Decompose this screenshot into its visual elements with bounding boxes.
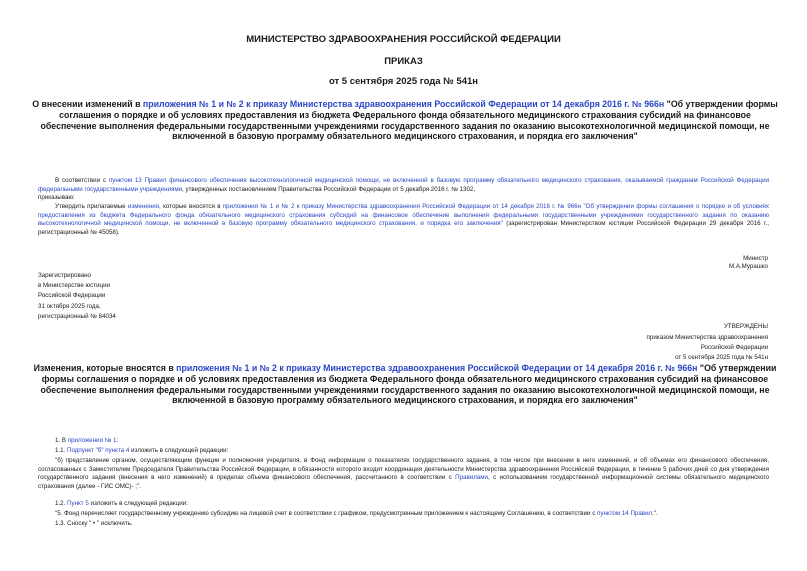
item-1-text: 1. В: [55, 437, 68, 444]
order-word: приказываю:: [38, 194, 75, 201]
approved-line: от 5 сентября 2025 года № 541н: [675, 354, 768, 361]
approved-line: Российской Федерации: [700, 344, 768, 351]
order-title: [30, 99, 780, 142]
item-1: [55, 437, 118, 446]
order-title-rest: "Об утверждении формы соглашения о порядке и об условиях предоставления из бюджета Федерального фонда обязательного медицинского страхования субсидий на финансовое обеспечение выполнения федеральными государственными учреждениями государственного задания по оказанию высокотехнологичной медицинской помощи, не включенной в базовую программу обязательного медицинского страхования, и порядка его заключения": [40, 99, 778, 142]
signature-position: Министр: [743, 255, 768, 262]
doc-date-number: от 5 сентября 2025 года № 541н: [328, 76, 479, 87]
approve-text-2: , которые вносятся в: [159, 203, 223, 210]
quote-b-rules-link[interactable]: Правилами: [455, 474, 488, 481]
item-1-2: [55, 500, 188, 509]
quote-5-text-2: .".: [652, 510, 658, 517]
quote-b-paragraph: [38, 457, 769, 491]
ministry-name: МИНИСТЕРСТВО ЗДРАВООХРАНЕНИЯ РОССИЙСКОЙ ФЕДЕРАЦИИ: [246, 34, 561, 45]
preamble-text-1: В соответствии с: [55, 177, 109, 184]
doc-type: ПРИКАЗ: [384, 56, 423, 67]
item-1-1: [55, 447, 228, 456]
quote-5-text-1: "5. Фонд перечисляет государственному учреждению субсидию на лицевой счет в соответствии с графиком, предусмотренным приложением к настоящему Соглашению, в соответствии с: [55, 510, 598, 517]
order-title-lead: О внесении изменений в: [32, 99, 143, 109]
changes-title-rest: "Об утверждении формы соглашения о порядке и об условиях предоставления из бюджета Федерального фонда обязательного медицинского страхования субсидий на финансовое обеспечение выполнения федеральными государственными учреждениями государственного задания по оказанию высокотехнологичной медицинской помощи, не включенной в базовую программу обязательного медицинского страхования, и порядка его заключения": [40, 363, 777, 406]
preamble-rules-link[interactable]: пунктом 13 Правил финансового обеспечения высокотехнологичной медицинской помощи, не включенной в базовую программу обязательного медицинского страхования, оказываемой гражданам Российской Федерации федеральными государственными учреждениями: [38, 177, 770, 193]
registration-line: 31 октября 2025 года,: [38, 303, 101, 310]
item-1-2-link[interactable]: Пункт 5: [67, 500, 89, 507]
item-1-1-num: 1.1.: [55, 447, 68, 454]
preamble-paragraph: [38, 177, 769, 194]
item-1-1-text: изложить в следующей редакции:: [129, 447, 229, 454]
preamble-text-2: , утвержденных постановлением Правительства Российской Федерации от 5 декабря 2016 г. № 1302,: [182, 185, 476, 193]
item-1-2-num: 1.2.: [55, 500, 68, 507]
registration-line: Российской Федерации: [38, 292, 106, 299]
quote-5-rules-link[interactable]: пунктом 14 Правил: [597, 510, 653, 517]
changes-title-link[interactable]: приложения № 1 и № 2 к приказу Министерства здравоохранения Российской Федерации от 14 декабря 2016 г. № 966н: [176, 363, 698, 373]
quote-b-text-2: , с использованием государственной информационной системы обязательного медицинского страхования (далее - ГИС ОМС)- ;".: [38, 474, 770, 490]
approved-line: приказом Министерства здравоохранения: [646, 334, 768, 341]
registration-line: Зарегистрировано: [38, 272, 91, 279]
item-1-link[interactable]: приложении № 1: [67, 437, 117, 444]
item-1-1-link[interactable]: Подпункт "б" пункта 4: [67, 447, 130, 454]
registration-line: в Министерстве юстиции: [38, 282, 111, 289]
approve-text-3: (зарегистрирован Министерством юстиции Российской Федерации 29 декабря 2016 г., регистрационный № 45058).: [38, 220, 769, 236]
approved-line: УТВЕРЖДЕНЫ: [724, 323, 768, 330]
changes-title: [30, 363, 780, 406]
approve-paragraph: [38, 203, 769, 237]
changes-title-lead: Изменения, которые вносятся в: [33, 363, 177, 373]
item-1-colon: :: [116, 437, 119, 444]
item-1-2-text: изложить в следующей редакции:: [88, 500, 188, 507]
signature-name: М.А.Мурашко: [728, 263, 768, 270]
quote-5-paragraph: [55, 510, 658, 519]
order-title-link[interactable]: приложения № 1 и № 2 к приказу Министерства здравоохранения Российской Федерации от 14 декабря 2016 г. № 966н: [142, 99, 665, 109]
approve-annex-link[interactable]: приложения № 1 и № 2 к приказу Министерства здравоохранения Российской Федерации от 14 декабря 2016 г. № 966н "Об утверждении формы соглашения о порядке и об условиях предоставления из бюджета Федерального фонда обязательного медицинского страхования субсидий на финансовое обеспечение выполнения федеральными государственными учреждениями государственного задания по оказанию высокотехнологичной медицинской помощи, не включенной в базовую программу обязательного медицинского страхования, и порядка его заключения": [38, 203, 769, 227]
approve-text-1: Утвердить прилагаемые: [55, 203, 128, 210]
quote-b-text-1: "б) представление органом, осуществляющим функции и полномочия учредителя, в Фонд информации о показателях государственного задания, в том числе при внесении в него изменений, и об объемах его финансового обеспечения, согласованных с Заместителем Председателя Правительства Российской Федерации, в обязанности которого входит координация деятельности Министерства здравоохранения Российской Федерации, в течение 5 рабочих дней со дня утверждения государственного задания (внесения в него изменений) в пределах объема финансового обеспечения, рассчитанного в соответствии с: [38, 457, 769, 481]
item-1-3: 1.3. Сноску " • " исключить.: [55, 520, 133, 527]
registration-line: регистрационный № 84034: [38, 313, 116, 320]
approve-changes-link[interactable]: изменения: [127, 203, 160, 210]
